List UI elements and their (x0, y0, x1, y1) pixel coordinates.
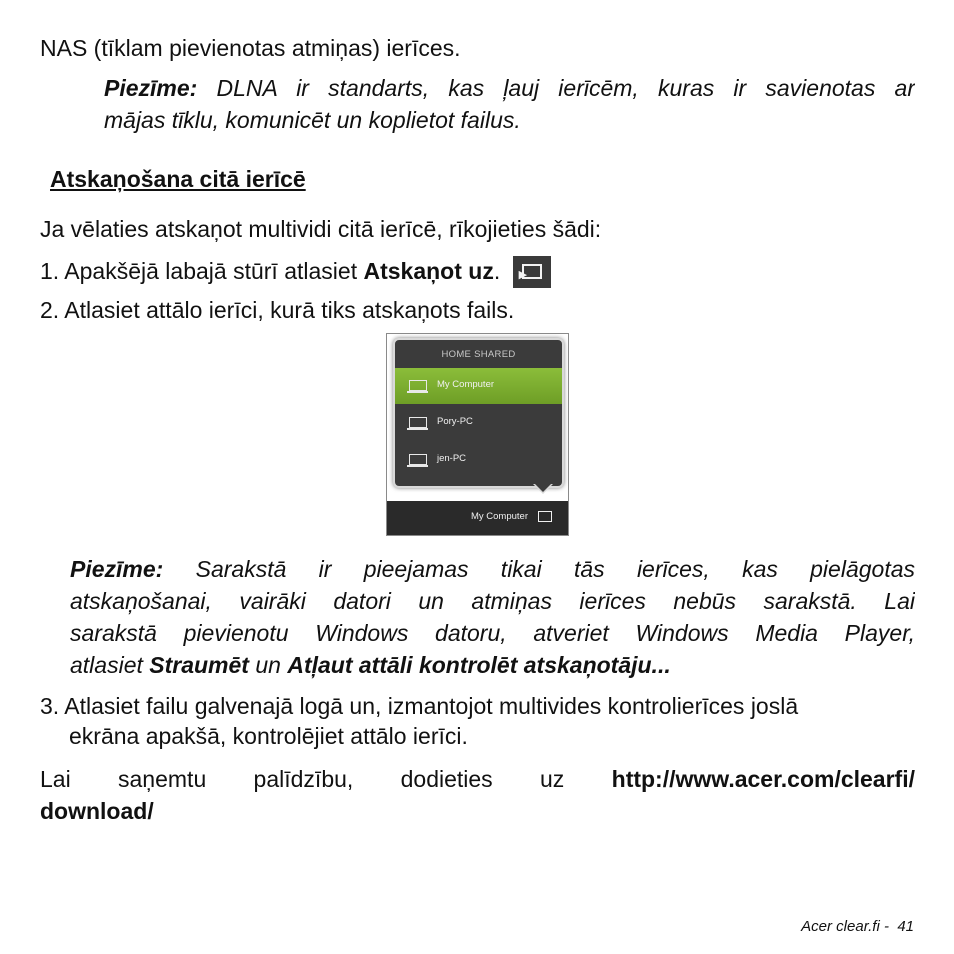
play-to-icon[interactable] (538, 511, 552, 522)
laptop-icon (409, 380, 427, 391)
note-devices (70, 553, 915, 681)
note-dlna (104, 72, 915, 136)
device-popup (393, 338, 564, 488)
popup-title: HOME SHARED (441, 349, 516, 360)
note-text-4: atlasiet Straumēt un Atļaut attāli kontrolēt atskaņotāju... (70, 652, 671, 678)
help-text: Lai saņemtu palīdzību, dodieties uz (40, 766, 565, 792)
note-text-2: mājas tīklu, komunicēt un koplietot failus. (104, 107, 521, 133)
step-3-line-1: 3. Atlasiet failu galvenajā logā un, izmantojot multivides kontrolierīces joslā (40, 693, 799, 719)
step-1-text: 1. Apakšējā labajā stūrī atlasiet (40, 258, 364, 284)
help-paragraph (40, 763, 915, 827)
laptop-icon (409, 417, 427, 428)
step-1-end: . (493, 258, 501, 284)
laptop-icon (409, 454, 427, 465)
help-link-cont[interactable]: download/ (40, 798, 154, 824)
note-text-1: Sarakstā ir pieejamas tikai tās ierīces, kas pielāgotas (195, 556, 915, 582)
step-2: 2. Atlasiet attālo ierīci, kurā tiks atskaņots fails. (40, 297, 515, 323)
help-link[interactable]: http://www.acer.com/clearfi/ (611, 766, 915, 792)
taskbar (387, 501, 568, 535)
step-1 (40, 256, 551, 288)
body-text-nas: NAS (tīklam pievienotas atmiņas) ierīces. (40, 35, 461, 61)
play-to-screenshot (386, 333, 569, 536)
note-text-2: atskaņošanai, vairāki datori un atmiņas ierīces nebūs sarakstā. Lai (70, 588, 915, 614)
note-text-3: sarakstā pievienotu Windows datoru, atveriet Windows Media Player, (70, 620, 915, 646)
page-number: 41 (897, 918, 914, 935)
device-item-my-computer[interactable]: My Computer (395, 368, 562, 404)
step-1-bold: Atskaņot uz (363, 258, 494, 284)
taskbar-label[interactable]: My Computer (470, 511, 528, 522)
footer-text: Acer clear.fi - (801, 918, 889, 935)
section-heading: Atskaņošana citā ierīcē (50, 166, 306, 192)
play-to-icon: ▶ (513, 256, 551, 288)
device-item-pory-pc[interactable]: Pory-PC (395, 405, 562, 441)
step-3-line-2: ekrāna apakšā, kontrolējiet attālo ierīci. (69, 723, 468, 749)
step-3 (40, 691, 915, 751)
note-text-1: DLNA ir standarts, kas ļauj ierīcēm, kuras ir savienotas ar (216, 75, 915, 101)
note-label: Piezīme: (70, 556, 164, 582)
intro-text: Ja vēlaties atskaņot multividi citā ierīcē, rīkojieties šādi: (40, 216, 602, 242)
page-footer (801, 918, 914, 935)
note-label: Piezīme: (104, 75, 198, 101)
device-item-jen-pc[interactable]: jen-PC (395, 442, 562, 478)
